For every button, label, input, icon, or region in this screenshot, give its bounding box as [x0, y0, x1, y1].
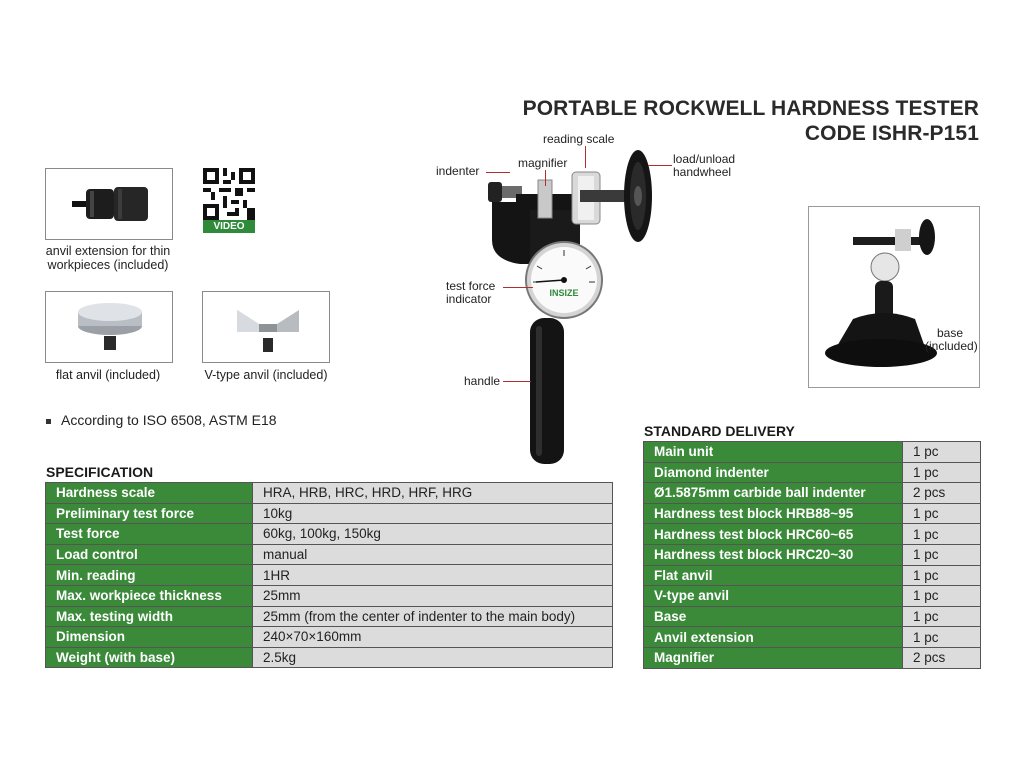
- spec-value: 10kg: [253, 503, 613, 524]
- callout-indenter: indenter: [436, 164, 480, 178]
- delivery-item: Hardness test block HRB88~95: [644, 503, 903, 524]
- delivery-item: Hardness test block HRC20~30: [644, 544, 903, 565]
- spec-row: [46, 524, 613, 545]
- spec-key: Max. testing width: [46, 606, 253, 627]
- bullet-icon: [46, 419, 51, 424]
- delivery-item: Flat anvil: [644, 565, 903, 586]
- delivery-row: [644, 606, 981, 627]
- flat-anvil-caption: flat anvil (included): [55, 368, 161, 382]
- spec-row: [46, 544, 613, 565]
- title-line-code: CODE ISHR-P151: [804, 122, 979, 145]
- callout-handle: handle: [464, 374, 501, 388]
- spec-row: [46, 585, 613, 606]
- base-image: [808, 206, 980, 388]
- delivery-row: [644, 565, 981, 586]
- callout-test-force-indicator: test force indicator: [446, 279, 496, 306]
- callout-base: base (included): [925, 326, 978, 353]
- standard-note: According to ISO 6508, ASTM E18: [46, 412, 277, 428]
- delivery-row: [644, 442, 981, 463]
- spec-key: Hardness scale: [46, 483, 253, 504]
- spec-value: HRA, HRB, HRC, HRD, HRF, HRG: [253, 483, 613, 504]
- delivery-row: [644, 483, 981, 504]
- spec-value: 1HR: [253, 565, 613, 586]
- spec-key: Max. workpiece thickness: [46, 585, 253, 606]
- delivery-qty: 1 pc: [903, 503, 981, 524]
- anvil-extension-caption: anvil extension for thin workpieces (included): [45, 244, 171, 272]
- delivery-qty: 1 pc: [903, 627, 981, 648]
- spec-value: 25mm: [253, 585, 613, 606]
- delivery-row: [644, 503, 981, 524]
- callout-reading-scale: reading scale: [543, 132, 615, 146]
- delivery-item: Ø1.5875mm carbide ball indenter: [644, 483, 903, 504]
- spec-key: Preliminary test force: [46, 503, 253, 524]
- spec-row: [46, 565, 613, 586]
- delivery-qty: 1 pc: [903, 442, 981, 463]
- title-line-product: PORTABLE ROCKWELL HARDNESS TESTER: [522, 97, 979, 120]
- delivery-qty: 2 pcs: [903, 483, 981, 504]
- spec-value: 240×70×160mm: [253, 627, 613, 648]
- spec-row: [46, 503, 613, 524]
- delivery-item: Diamond indenter: [644, 462, 903, 483]
- delivery-item: Main unit: [644, 442, 903, 463]
- v-anvil-caption: V-type anvil (included): [204, 368, 328, 382]
- spec-value: 60kg, 100kg, 150kg: [253, 524, 613, 545]
- delivery-qty: 1 pc: [903, 565, 981, 586]
- spec-value: 25mm (from the center of indenter to the main body): [253, 606, 613, 627]
- spec-key: Test force: [46, 524, 253, 545]
- spec-row: [46, 627, 613, 648]
- callout-handwheel: load/unload handwheel: [673, 152, 736, 179]
- flat-anvil-image: [45, 291, 173, 363]
- delivery-qty: 1 pc: [903, 462, 981, 483]
- spec-row: [46, 483, 613, 504]
- delivery-qty: 1 pc: [903, 586, 981, 607]
- qr-code[interactable]: [203, 168, 255, 234]
- spec-row: [46, 647, 613, 668]
- dial-brand-label: INSIZE: [549, 288, 579, 298]
- delivery-qty: 1 pc: [903, 544, 981, 565]
- anvil-extension-image: [45, 168, 173, 240]
- delivery-item: Anvil extension: [644, 627, 903, 648]
- delivery-row: [644, 462, 981, 483]
- callout-magnifier: magnifier: [518, 156, 568, 170]
- spec-key: Dimension: [46, 627, 253, 648]
- spec-row: [46, 606, 613, 627]
- delivery-row: [644, 627, 981, 648]
- delivery-row: [644, 647, 981, 668]
- delivery-row: [644, 586, 981, 607]
- delivery-qty: 1 pc: [903, 524, 981, 545]
- delivery-item: Hardness test block HRC60~65: [644, 524, 903, 545]
- delivery-item: V-type anvil: [644, 586, 903, 607]
- delivery-title: STANDARD DELIVERY: [644, 423, 795, 439]
- delivery-qty: 1 pc: [903, 606, 981, 627]
- video-label: VIDEO: [203, 220, 255, 233]
- delivery-item: Base: [644, 606, 903, 627]
- delivery-qty: 2 pcs: [903, 647, 981, 668]
- delivery-row: [644, 524, 981, 545]
- spec-value: manual: [253, 544, 613, 565]
- delivery-table: [643, 441, 981, 669]
- specification-title: SPECIFICATION: [46, 464, 154, 480]
- delivery-row: [644, 544, 981, 565]
- spec-key: Min. reading: [46, 565, 253, 586]
- specification-table: [45, 482, 613, 668]
- qr-code-icon: [203, 168, 255, 220]
- delivery-item: Magnifier: [644, 647, 903, 668]
- spec-key: Weight (with base): [46, 647, 253, 668]
- v-anvil-image: [202, 291, 330, 363]
- spec-value: 2.5kg: [253, 647, 613, 668]
- spec-key: Load control: [46, 544, 253, 565]
